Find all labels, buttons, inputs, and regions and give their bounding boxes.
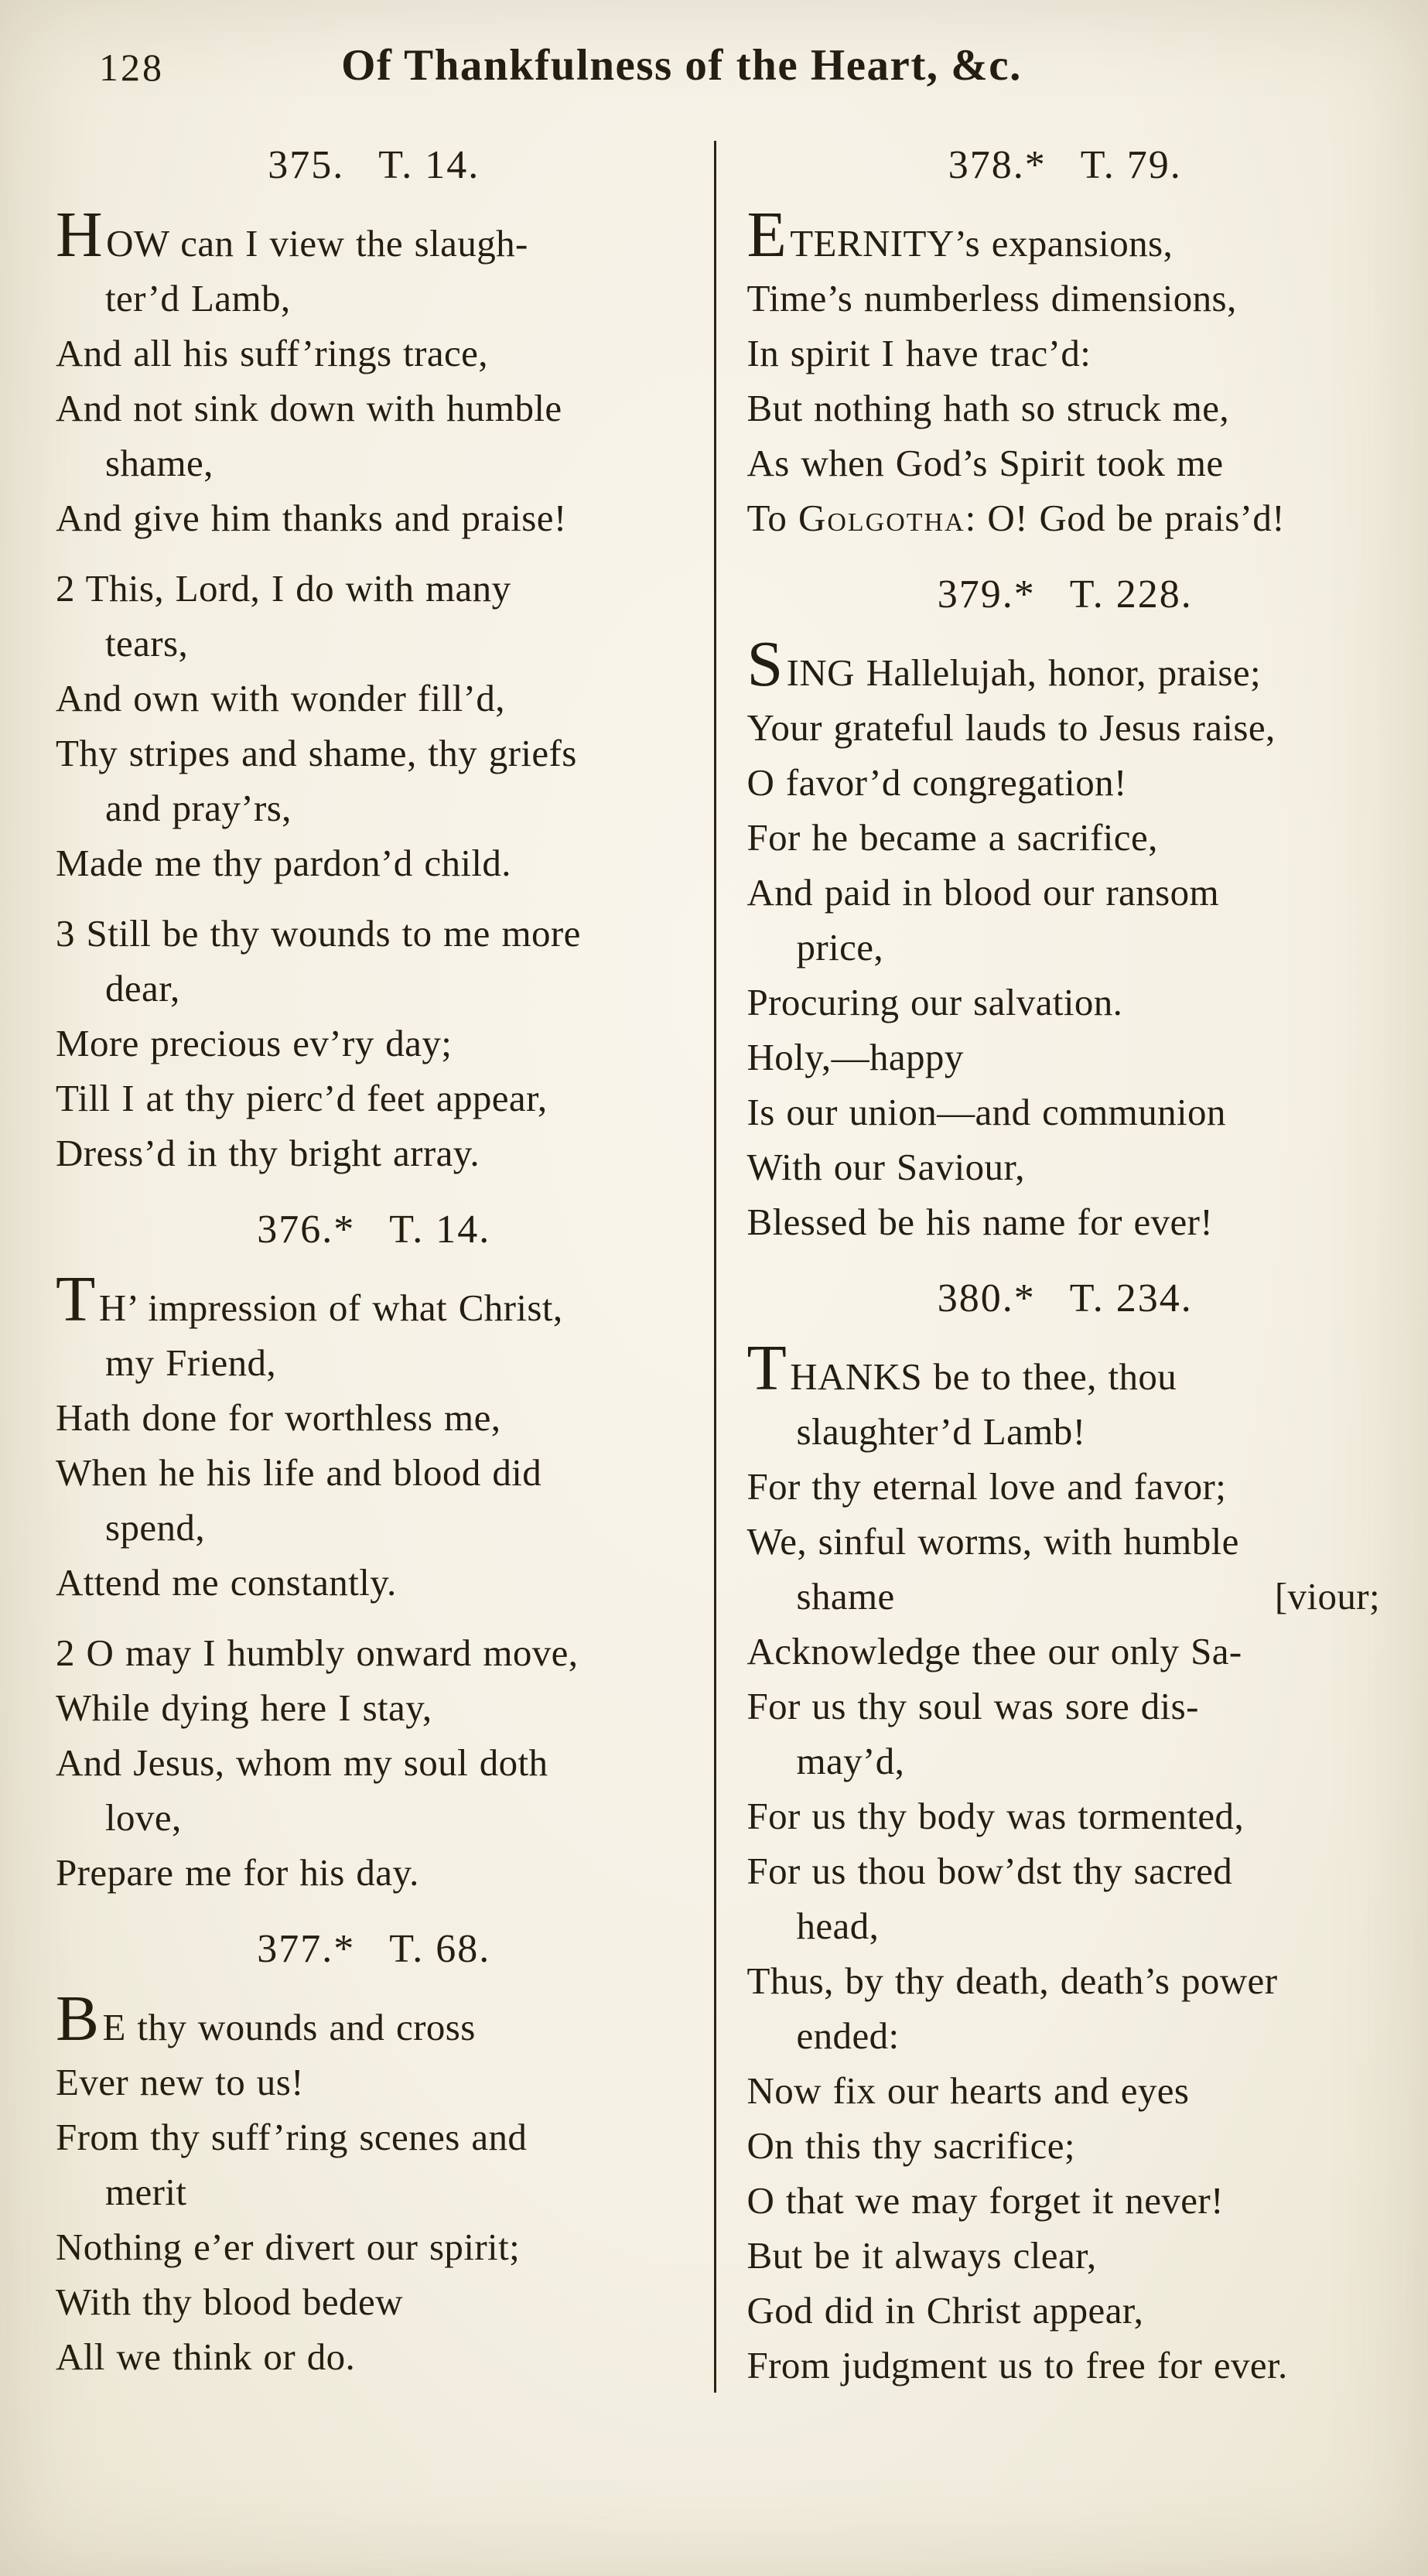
hymn-line: [747, 2008, 1384, 2063]
hymn-line: [747, 1404, 1384, 1459]
line-text: While dying here I stay,: [56, 1686, 432, 1729]
line-text: Attend me constantly.: [56, 1561, 397, 1604]
line-text: In spirit I have trac’d:: [746, 332, 1091, 374]
drop-cap-initial: H: [56, 199, 104, 271]
line-text: We, sinful worms, with humble: [746, 1520, 1239, 1563]
line-text: shame: [796, 1575, 895, 1618]
hymn-line: [747, 1139, 1384, 1194]
hymn-line: [56, 199, 692, 271]
hymn-line: [56, 1071, 692, 1126]
hymn-tune-number: T. 234.: [1069, 1276, 1193, 1320]
line-text: my Friend,: [105, 1341, 277, 1384]
stanza: [56, 199, 692, 545]
stanza: [746, 199, 1384, 545]
hymn-tune-number: T. 14.: [389, 1208, 491, 1252]
hymn-tune-number: T. 228.: [1069, 572, 1193, 617]
line-text: love,: [105, 1796, 182, 1839]
drop-cap-initial: B: [56, 1983, 100, 2055]
hymn-heading: [747, 1274, 1384, 1324]
line-text: Now fix our hearts and eyes: [746, 2069, 1190, 2112]
hymn-line: [747, 271, 1384, 326]
hymn-line: [56, 2110, 692, 2164]
hymn-line: [56, 726, 692, 781]
line-text: For us thy soul was sore dis-: [746, 1685, 1199, 1727]
line-text: From thy suff’ring scenes and: [56, 2116, 528, 2158]
line-text: Holy,—happy: [746, 1036, 964, 1078]
hymn-line: [56, 1735, 692, 1790]
drop-cap-initial: S: [746, 628, 784, 700]
line-text: ter’d Lamb,: [105, 277, 291, 319]
hymn-line: [56, 2219, 692, 2274]
line-text: TERNITY’s expansions,: [790, 222, 1173, 265]
drop-cap-initial: T: [746, 1332, 787, 1404]
stanza: [56, 906, 692, 1180]
line-text: may’d,: [796, 1740, 905, 1782]
hymn-line: [747, 1459, 1384, 1514]
hymn-heading: [56, 141, 692, 190]
hymn-line: [56, 2329, 692, 2384]
line-text: Time’s numberless dimensions,: [746, 277, 1237, 319]
stanza: [56, 1983, 692, 2384]
line-text: And Jesus, whom my soul doth: [56, 1741, 548, 1784]
line-text: ended:: [796, 2014, 900, 2057]
hymn-line: [56, 616, 692, 671]
hymn-number: 377.*: [257, 1927, 356, 1971]
line-text: From judgment us to free for ever.: [746, 2344, 1288, 2386]
hymn-line: [56, 326, 692, 381]
hymn-line: [56, 490, 692, 545]
line-text: spend,: [105, 1506, 205, 1549]
line-text: OW can I view the slaugh-: [106, 222, 528, 265]
hymn-line: [56, 1845, 692, 1900]
hymn-line: [747, 1569, 1384, 1624]
line-text: And paid in blood our ransom: [746, 871, 1219, 914]
hymn-line: [56, 961, 692, 1016]
hymn-line: [56, 835, 692, 890]
hymn-line: [747, 2063, 1384, 2118]
hymn-line: [56, 1790, 692, 1845]
line-text: For he became a sacrifice,: [746, 816, 1158, 859]
line-text: head,: [796, 1905, 880, 1947]
line-text: When he his life and blood did: [56, 1451, 542, 1494]
hymn-line: [56, 1625, 692, 1680]
hymn-line: [747, 2173, 1384, 2228]
hymn-columns: [56, 138, 1383, 2393]
hymn-tune-number: T. 79.: [1080, 143, 1182, 187]
line-text: And all his suff’rings trace,: [56, 332, 488, 374]
hymn-heading: [747, 141, 1384, 190]
line-text: But nothing hath so struck me,: [746, 387, 1230, 429]
hymn-line: [746, 1332, 1384, 1404]
hymn-line: [56, 671, 692, 726]
small-caps-word: Golgotha: [798, 497, 965, 539]
line-text: With thy blood bedew: [56, 2280, 403, 2323]
line-text: ING Hallelujah, honor, praise;: [786, 651, 1262, 694]
hymn-line: [747, 1624, 1384, 1679]
hymn-line: [56, 1555, 692, 1610]
hymn-line: [56, 1263, 692, 1335]
line-text: And not sink down with humble: [56, 387, 562, 429]
hymn-line: [747, 865, 1384, 920]
stanza: [56, 1625, 692, 1900]
hymn-378: [747, 141, 1384, 545]
hymn-line: [56, 781, 692, 835]
hymn-line: [747, 1085, 1384, 1139]
line-text: More precious ev’ry day;: [56, 1022, 453, 1064]
hymn-line: [747, 975, 1384, 1030]
line-text: Acknowledge thee our only Sa-: [746, 1630, 1242, 1672]
line-text: On this thy sacrifice;: [746, 2124, 1075, 2167]
left-column: [56, 138, 714, 2393]
hymn-line: [56, 2055, 692, 2110]
line-text: HANKS be to thee, thou: [790, 1355, 1177, 1398]
hymn-line: [747, 1194, 1384, 1249]
line-text: For us thou bow’dst thy sacred: [746, 1850, 1233, 1892]
hymn-line: [747, 1789, 1384, 1843]
line-text: O favor’d congregation!: [746, 761, 1127, 804]
line-text: All we think or do.: [56, 2335, 356, 2378]
line-text: And give him thanks and praise!: [56, 497, 567, 539]
line-text: dear,: [105, 967, 180, 1010]
line-text: And own with wonder fill’d,: [56, 677, 505, 719]
hymn-line: [747, 436, 1384, 490]
hymn-line: [56, 2164, 692, 2219]
hymn-line: [56, 1500, 692, 1555]
line-text: Till I at thy pierc’d feet appear,: [56, 1077, 548, 1119]
hymn-line: [747, 1898, 1384, 1953]
hymn-line: [747, 1953, 1384, 2008]
hymn-line: [746, 199, 1384, 271]
line-text: merit: [105, 2171, 187, 2213]
line-text: Your grateful lauds to Jesus raise,: [746, 706, 1276, 749]
hymn-line: [747, 2338, 1384, 2393]
drop-cap-initial: T: [56, 1263, 96, 1335]
hymn-number: 378.*: [948, 143, 1047, 187]
hymn-heading: [747, 570, 1384, 620]
hymn-line: [56, 1016, 692, 1071]
hymn-number: 380.*: [937, 1276, 1036, 1320]
line-text: Thus, by thy death, death’s power: [746, 1959, 1278, 2002]
line-text: Prepare me for his day.: [56, 1851, 419, 1894]
hymn-377: [56, 1925, 692, 2384]
line-text: 3 Still be thy wounds to me more: [56, 912, 581, 955]
line-text: and pray’rs,: [105, 787, 292, 829]
hymn-line: [747, 2283, 1384, 2338]
line-text: tears,: [105, 622, 189, 664]
hymn-line: [747, 810, 1384, 865]
stanza: [746, 1332, 1384, 2393]
page-title: Of Thankfulness of the Heart, &c.: [341, 41, 1022, 90]
hymn-number: 375.: [268, 143, 345, 187]
page-header: [0, 0, 1428, 110]
line-text: With our Saviour,: [746, 1146, 1025, 1188]
line-text: Dress’d in thy bright array.: [56, 1132, 480, 1174]
hymn-375: [56, 141, 692, 1180]
page-number: 128: [99, 46, 164, 89]
hymn-line: [747, 381, 1384, 436]
line-text: As when God’s Spirit took me: [746, 442, 1224, 484]
line-text: To: [746, 497, 798, 539]
line-text: shame,: [105, 442, 214, 484]
hymn-line: [747, 490, 1384, 545]
line-text: H’ impression of what Christ,: [98, 1286, 563, 1329]
hymn-number: 379.*: [937, 572, 1036, 617]
line-text: E thy wounds and cross: [102, 2006, 476, 2048]
stanza: [56, 1263, 692, 1610]
hymn-line: [56, 2274, 692, 2329]
hymn-line: [56, 1983, 692, 2055]
hymn-line: [56, 1390, 692, 1445]
hymn-line: [746, 628, 1384, 700]
hymn-line: [747, 2228, 1384, 2283]
line-text: God did in Christ appear,: [746, 2289, 1144, 2332]
hymn-line: [56, 1680, 692, 1735]
hymn-line: [747, 1679, 1384, 1734]
hymn-line: [747, 755, 1384, 810]
hymn-379: [747, 570, 1384, 1249]
hymn-heading: [56, 1925, 692, 1974]
hymn-number: 376.*: [257, 1208, 356, 1252]
hymn-line: [747, 1030, 1384, 1085]
line-text: Procuring our salvation.: [746, 981, 1123, 1023]
line-text: Ever new to us!: [56, 2061, 304, 2103]
hymn-line: [747, 1514, 1384, 1569]
hymn-line: [56, 561, 692, 616]
line-text: Blessed be his name for ever!: [746, 1201, 1214, 1243]
hymn-line: [56, 1126, 692, 1180]
hymn-heading: [56, 1205, 692, 1255]
turnover-catchword: [viour;: [1274, 1575, 1380, 1618]
drop-cap-initial: E: [746, 199, 787, 271]
hymn-line: [747, 326, 1384, 381]
hymn-line: [747, 1843, 1384, 1898]
line-text: price,: [796, 926, 884, 969]
line-text: For us thy body was tormented,: [746, 1795, 1245, 1837]
hymn-line: [747, 2118, 1384, 2173]
right-column: [716, 138, 1384, 2393]
hymn-tune-number: T. 14.: [378, 143, 480, 187]
line-text: Is our union—and communion: [746, 1091, 1226, 1133]
line-text: 2 This, Lord, I do with many: [56, 567, 511, 610]
hymn-380: [747, 1274, 1384, 2393]
line-text: O that we may forget it never!: [746, 2179, 1224, 2222]
line-text: : O! God be prais’d!: [965, 497, 1286, 539]
line-text: 2 O may I humbly onward move,: [56, 1631, 579, 1674]
line-text: Made me thy pardon’d child.: [56, 842, 511, 884]
line-text: slaughter’d Lamb!: [796, 1410, 1086, 1453]
line-text: Thy stripes and shame, thy griefs: [56, 732, 577, 774]
hymn-line: [56, 1445, 692, 1500]
hymn-line: [56, 271, 692, 326]
hymn-376: [56, 1205, 692, 1900]
line-text: For thy eternal love and favor;: [746, 1465, 1227, 1508]
hymn-tune-number: T. 68.: [389, 1927, 491, 1971]
stanza: [746, 628, 1384, 1249]
hymn-line: [747, 1734, 1384, 1789]
hymn-line: [56, 906, 692, 961]
hymn-line: [747, 700, 1384, 755]
line-text: Nothing e’er divert our spirit;: [56, 2226, 521, 2268]
hymn-line: [56, 381, 692, 436]
line-text: But be it always clear,: [746, 2234, 1097, 2277]
line-text: Hath done for worthless me,: [56, 1396, 501, 1439]
hymn-line: [56, 1335, 692, 1390]
stanza: [56, 561, 692, 890]
hymn-line: [747, 920, 1384, 975]
hymn-line: [56, 436, 692, 490]
